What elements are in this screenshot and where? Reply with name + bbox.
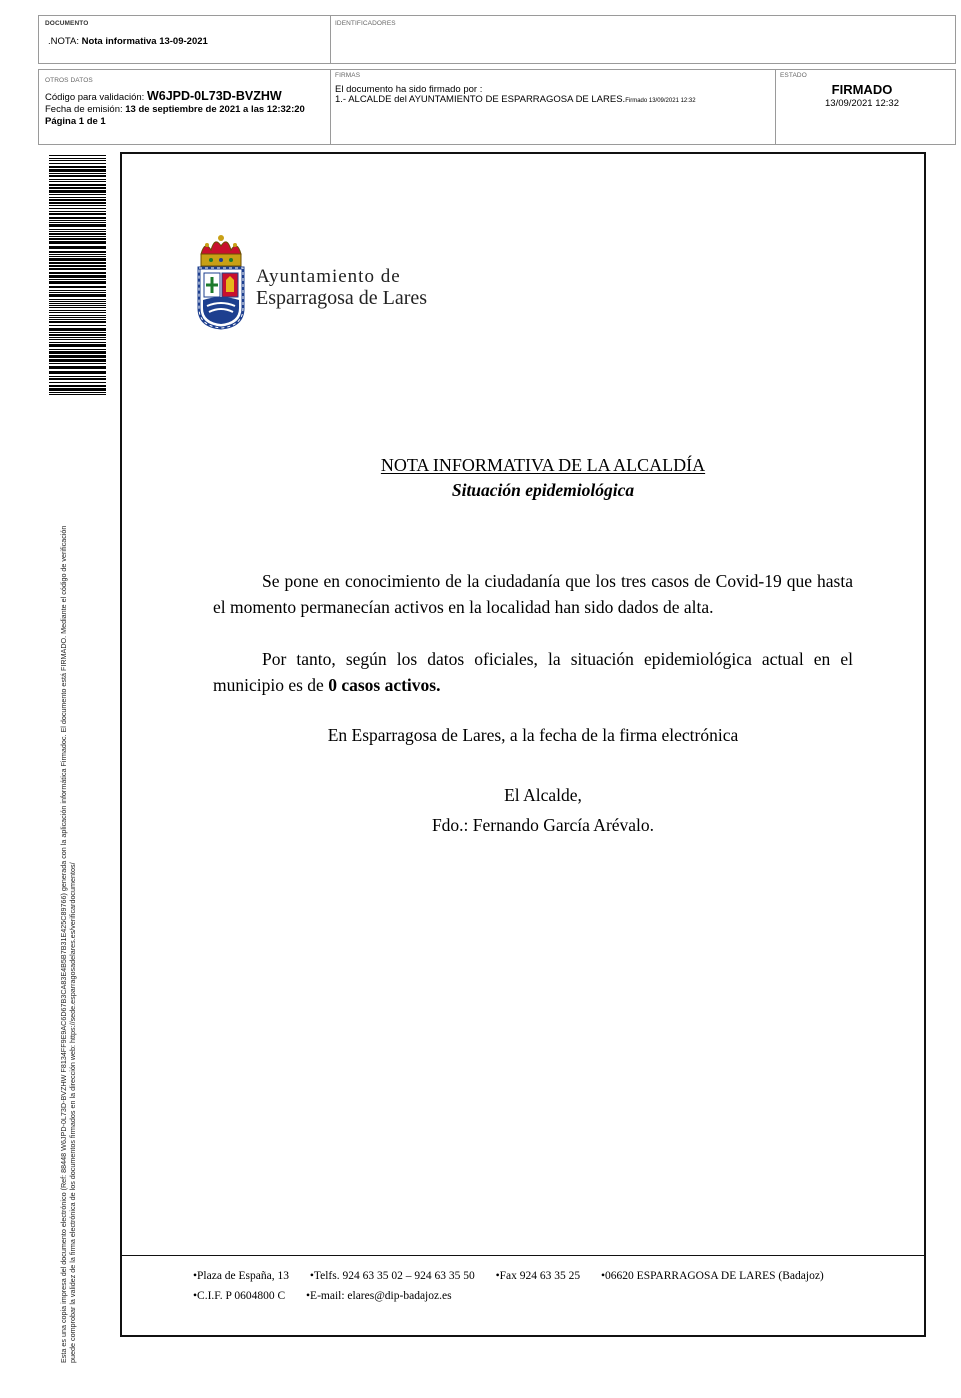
validation-code-label: Código para validación: — [45, 92, 145, 103]
margin-line-2[interactable]: puede comprobar la validez de la firma electrónica de los documentos firmados en la dirección web: https://sede.esparragosadelares.es/verificardocumentos/ — [68, 862, 77, 1363]
firma-date: Firmado 13/09/2021 12:32 — [625, 98, 696, 104]
emission-date-label: Fecha de emisión: — [45, 104, 123, 115]
firmas-caption: FIRMAS — [335, 72, 361, 79]
barcode-bar — [49, 363, 106, 364]
barcode-bar — [49, 355, 106, 358]
estado-caption: ESTADO — [780, 72, 807, 79]
barcode-bar — [49, 349, 106, 350]
barcode-bar — [49, 344, 106, 347]
footer-email[interactable]: •E-mail: elares@dip-badajoz.es — [306, 1290, 452, 1302]
barcode-bar — [49, 279, 106, 280]
paragraph-1-text: Se pone en conocimiento de la ciudadanía que los tres casos de Covid-19 que hasta el momento permanecían activos en la localidad han sido dados de alta. — [213, 571, 853, 617]
document-title — [140, 455, 946, 476]
barcode-bar — [49, 175, 106, 177]
validation-code-value[interactable]: W6JPD-0L73D-BVZHW — [146, 89, 282, 103]
barcode-bar — [49, 334, 106, 336]
barcode-bar — [49, 181, 106, 182]
barcode-bar — [49, 303, 106, 304]
barcode-bar — [49, 315, 106, 316]
barcode-bar — [49, 246, 106, 249]
footer-address: •Plaza de España, 13 — [193, 1270, 289, 1282]
barcode-bar — [49, 166, 106, 168]
barcode-bar — [49, 233, 106, 235]
barcode-bar — [49, 388, 106, 391]
firmas-line2 — [335, 94, 696, 105]
active-cases: 0 casos activos. — [328, 675, 441, 695]
barcode-bar — [49, 169, 106, 172]
barcode-bar — [49, 179, 106, 180]
barcode-bar — [49, 173, 106, 174]
barcode-bar — [49, 155, 106, 156]
barcode-bar — [49, 301, 106, 302]
page-count: Página 1 de 1 — [45, 116, 106, 127]
barcode-bar — [49, 299, 106, 300]
otros-datos-caption: OTROS DATOS — [45, 77, 93, 84]
barcode-bar — [49, 158, 106, 159]
barcode-bar — [49, 254, 106, 255]
barcode-bar — [49, 187, 106, 189]
barcode-bar — [49, 378, 106, 380]
barcode-bar — [49, 281, 106, 284]
barcode-bar — [49, 337, 106, 338]
firmante: 1.- ALCALDE del AYUNTAMIENTO DE ESPARRAGOSA DE LARES. — [335, 94, 626, 105]
signature-role: El Alcalde, — [504, 785, 582, 805]
barcode-bar — [49, 286, 106, 288]
barcode-bar — [49, 205, 106, 206]
paragraph-1 — [213, 568, 853, 620]
barcode-bar — [49, 312, 106, 313]
firmas-line1: El documento ha sido firmado por : — [335, 84, 483, 95]
barcode-bar — [49, 332, 106, 333]
barcode-bar — [49, 217, 106, 219]
barcode-bar — [49, 208, 106, 209]
title-text: NOTA INFORMATIVA DE LA ALCALDÍA — [380, 455, 706, 475]
footer-fax: •Fax 924 63 35 25 — [495, 1270, 581, 1282]
coat-of-arms-logo — [195, 232, 247, 330]
org-name-line2: Esparragosa de Lares — [256, 287, 428, 309]
place-date: En Esparragosa de Lares, a la fecha de la firma electrónica — [327, 725, 739, 745]
footer-city: •06620 ESPARRAGOSA DE LARES (Badajoz) — [601, 1270, 824, 1282]
barcode-bar — [49, 220, 106, 221]
barcode-bar — [49, 351, 106, 354]
barcode-bar — [49, 294, 106, 297]
barcode-bar — [49, 382, 106, 383]
verification-margin-text — [57, 393, 77, 1363]
barcode-bar — [49, 268, 106, 270]
barcode-bar — [49, 319, 106, 320]
barcode-bar — [49, 262, 106, 264]
barcode-bar — [49, 376, 106, 377]
barcode-bar — [49, 238, 106, 240]
barcode-bar — [49, 213, 106, 215]
estado-value: FIRMADO — [831, 82, 893, 97]
barcode-bar — [49, 292, 106, 293]
barcode-bar — [49, 325, 106, 326]
footer-line-2 — [193, 1290, 470, 1302]
barcode-bar — [49, 310, 106, 311]
barcode-bar — [49, 265, 106, 267]
barcode-bar — [49, 197, 106, 198]
barcode-bar — [49, 272, 106, 274]
barcode-bar — [49, 224, 106, 227]
barcode-bar — [49, 307, 106, 308]
barcode-bar — [49, 275, 106, 278]
barcode-bar — [49, 184, 106, 186]
barcode-bar — [49, 305, 106, 306]
barcode-bar — [49, 251, 106, 253]
footer-rule — [120, 1255, 926, 1256]
barcode-bar — [49, 199, 106, 201]
header-divider — [330, 15, 331, 64]
barcode — [49, 155, 106, 395]
barcode-bar — [49, 371, 106, 374]
footer-cif: •C.I.F. P 0604800 C — [193, 1290, 286, 1302]
header-divider — [330, 69, 331, 145]
barcode-bar — [49, 241, 106, 244]
barcode-bar — [49, 202, 106, 204]
signature-name: Fdo.: Fernando García Arévalo. — [431, 815, 655, 835]
barcode-bar — [49, 222, 106, 223]
documento-caption: DOCUMENTO — [45, 20, 89, 27]
paragraph-2 — [213, 646, 853, 698]
barcode-bar — [49, 321, 106, 323]
barcode-bar — [49, 190, 106, 193]
footer-line-1 — [193, 1270, 824, 1282]
barcode-bar — [49, 160, 106, 161]
margin-line-1: Esta es una copia impresa del documento electrónico (Ref: 88448 W6JPD-0L73D-BVZHW F8134FF9E9AC6D67B3CA83E4B5B7B31E425C89766) generada con la aplicación informática Firmadoc. El documento está FIRMADO. Mediante el código de verificación — [59, 525, 68, 1363]
barcode-bar — [49, 339, 106, 340]
emission-date-value: 13 de septiembre de 2021 a las 12:32:20 — [125, 104, 305, 115]
barcode-bar — [49, 231, 106, 232]
footer-phones: •Telfs. 924 63 35 02 – 924 63 35 50 — [309, 1270, 475, 1282]
barcode-bar — [49, 359, 106, 362]
validation-code — [45, 89, 282, 103]
documento-prefix: .NOTA: — [48, 36, 79, 47]
documento-title: Nota informativa 13-09-2021 — [81, 36, 208, 47]
barcode-bar — [49, 317, 106, 318]
barcode-bar — [49, 366, 106, 369]
barcode-bar — [49, 342, 106, 343]
barcode-bar — [49, 256, 106, 257]
documento-value — [48, 36, 208, 47]
barcode-bar — [49, 229, 106, 230]
barcode-bar — [49, 290, 106, 291]
emission-date — [45, 104, 305, 115]
barcode-bar — [49, 211, 106, 212]
barcode-bar — [49, 258, 106, 261]
document-subtitle: Situación epidemiológica — [451, 480, 635, 500]
estado-date: 13/09/2021 12:32 — [825, 98, 899, 109]
org-name-line1: Ayuntamiento de — [256, 266, 401, 287]
paragraph-2-text: Por tanto, según los datos oficiales, la situación epidemiológica actual en el municipio es de — [213, 649, 853, 695]
barcode-bar — [49, 328, 106, 331]
barcode-bar — [49, 236, 106, 237]
barcode-bar — [49, 385, 106, 387]
barcode-bar — [49, 194, 106, 195]
barcode-bar — [49, 163, 106, 164]
identificadores-caption: IDENTIFICADORES — [335, 20, 396, 27]
